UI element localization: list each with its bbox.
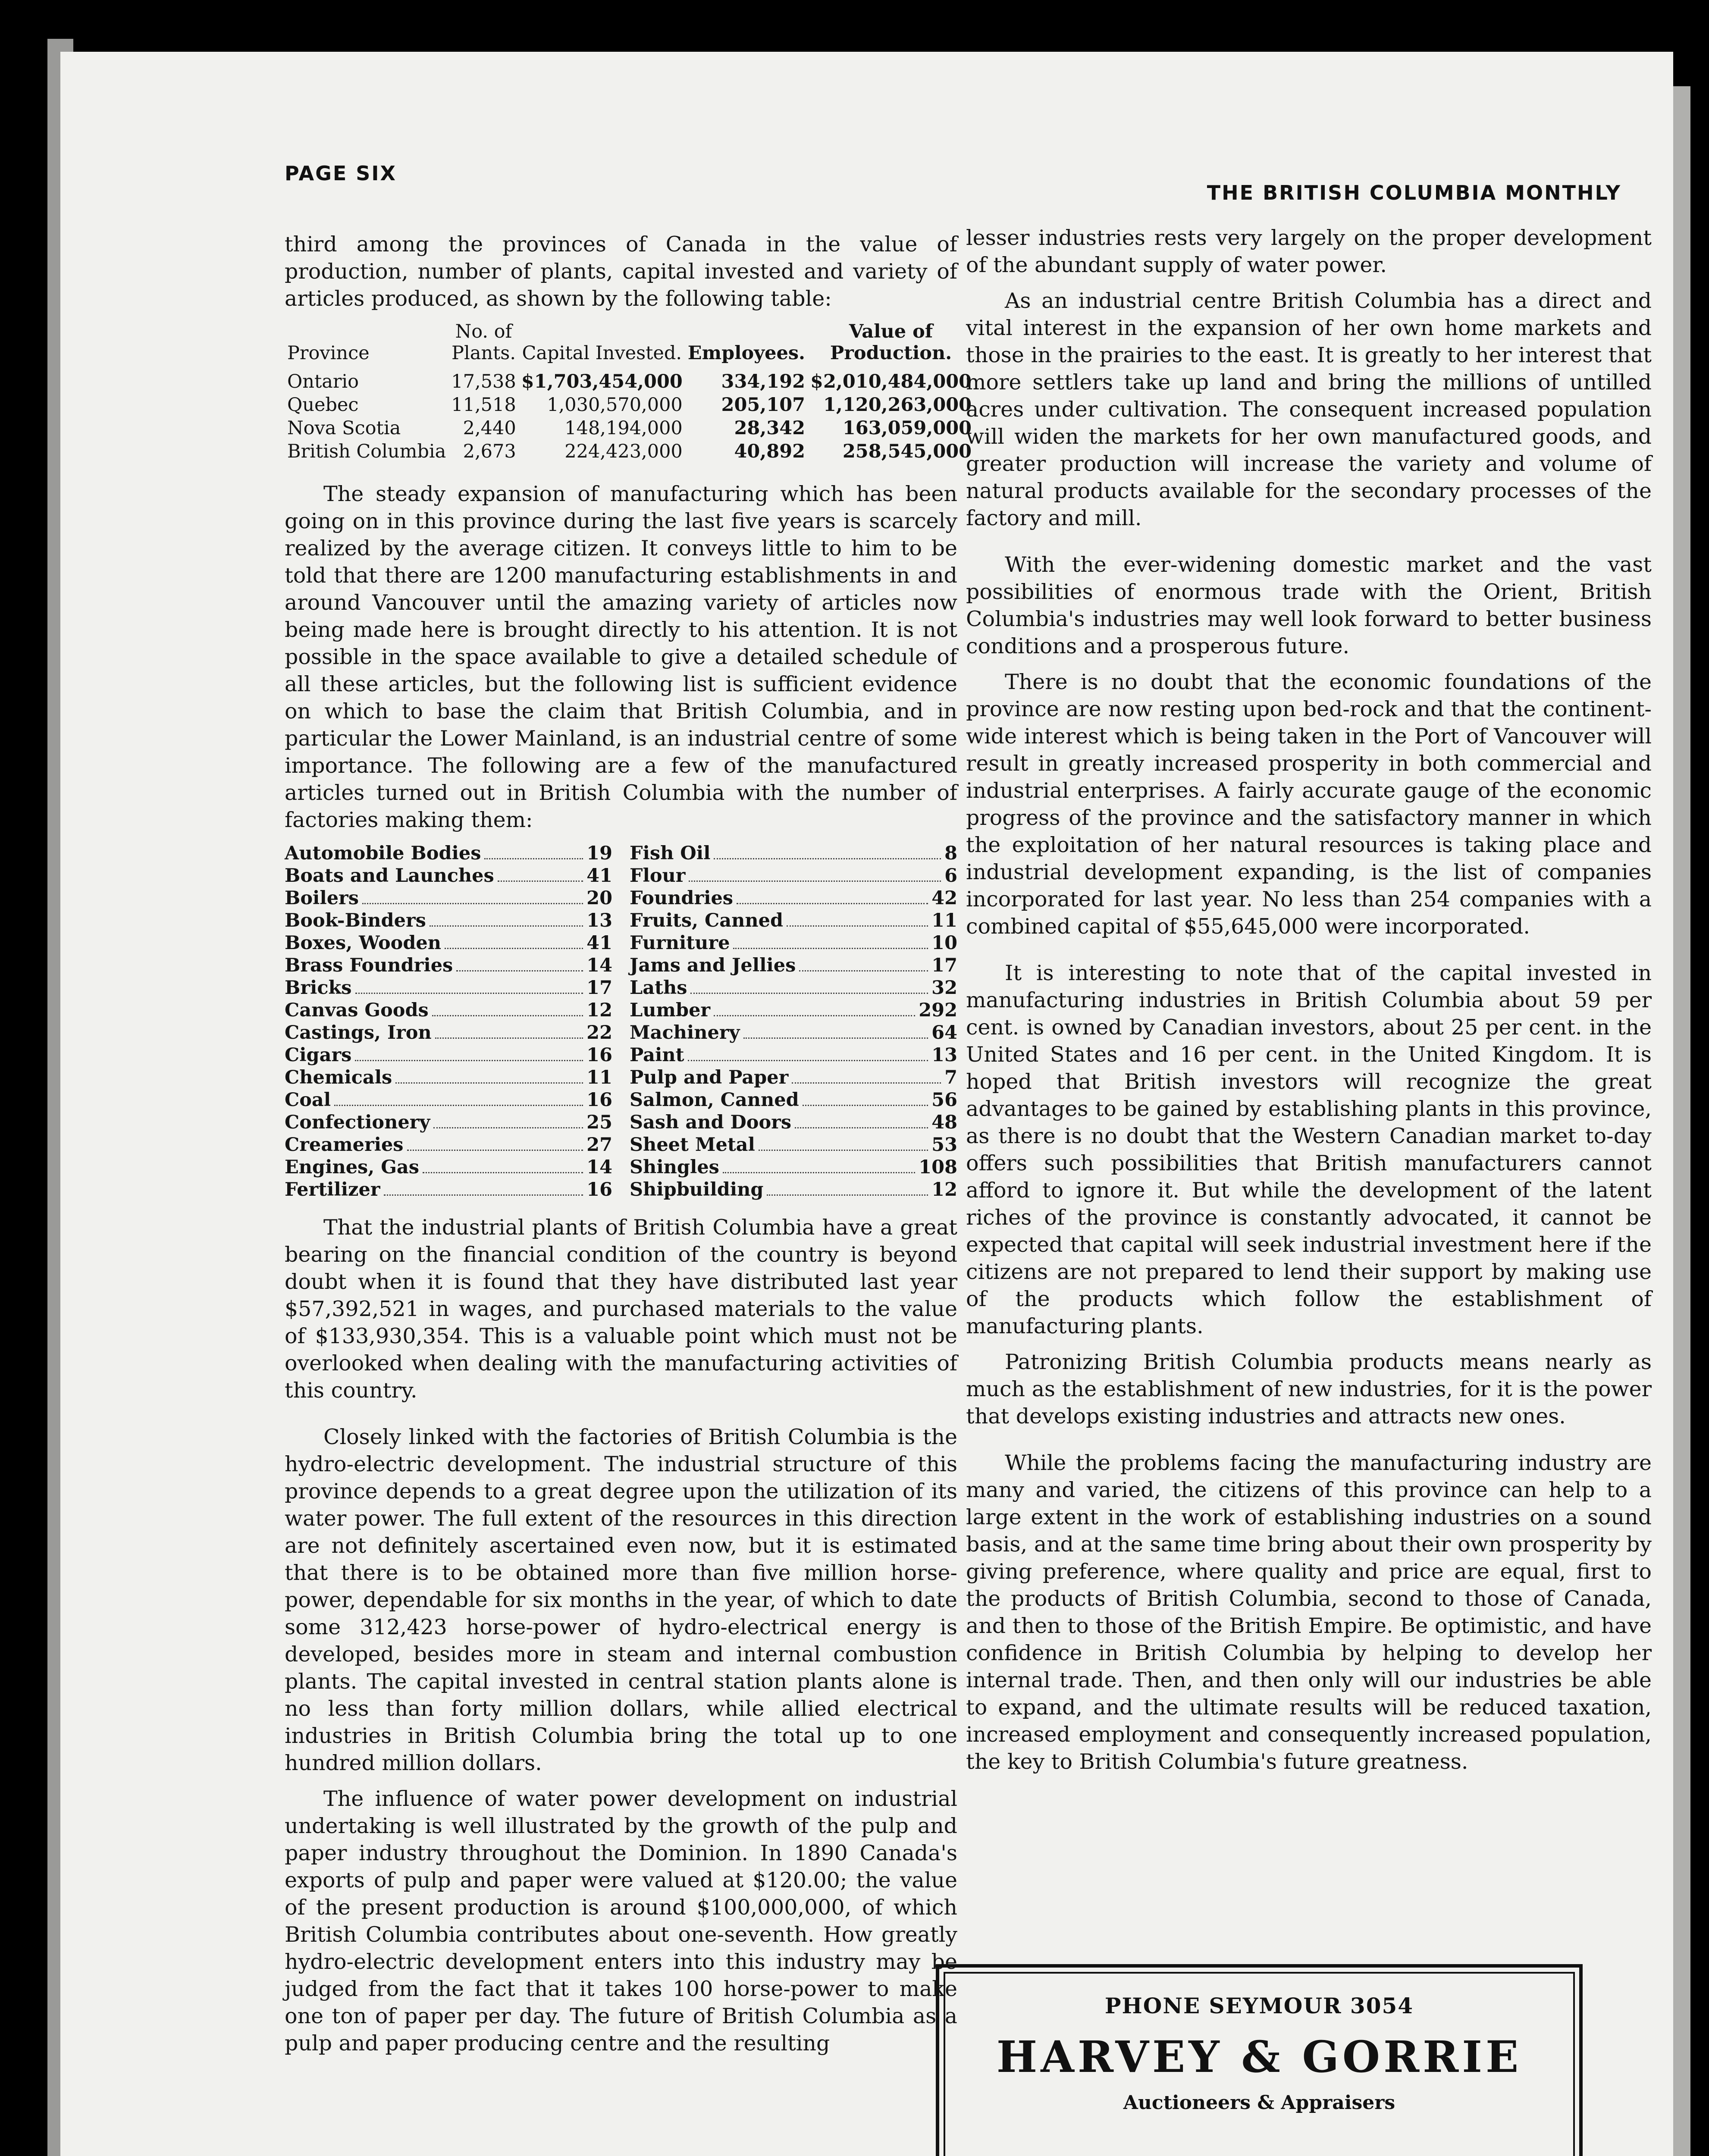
table-header-row <box>285 321 974 370</box>
factory-count: 14 <box>586 955 612 976</box>
industry-name: Coal <box>285 1089 331 1111</box>
factory-count: 25 <box>586 1112 612 1133</box>
factory-count: 20 <box>586 887 612 909</box>
intro-paragraph: third among the provinces of Canada in the value of production, number of plants, capital invested and variety of articles produced, as shown by the following table: <box>285 232 957 311</box>
industry-name: Fertilizer <box>285 1179 380 1200</box>
dot-leader <box>714 858 941 859</box>
table-row <box>285 440 974 463</box>
dot-leader <box>792 1082 941 1084</box>
list-item <box>285 909 612 932</box>
dot-leader <box>407 1150 583 1151</box>
table-header-cell: No. of Plants. <box>452 321 516 364</box>
list-item <box>630 999 957 1022</box>
dot-leader <box>743 1037 928 1039</box>
right-column <box>966 224 1652 1784</box>
dot-leader <box>445 948 583 949</box>
industry-name: Boats and Launches <box>285 865 494 887</box>
table-header-cell: Value of Production. <box>830 321 952 364</box>
industry-name: Shipbuilding <box>630 1179 764 1200</box>
dot-leader <box>484 858 583 859</box>
dot-leader <box>688 1060 928 1061</box>
factory-count: 42 <box>931 887 957 909</box>
industry-name: Castings, Iron <box>285 1022 432 1044</box>
factory-count: 8 <box>944 843 957 864</box>
dot-leader <box>334 1105 583 1106</box>
body-paragraph: It is interesting to note that of the capital invested in manufacturing industries in British Columbia about 59 per cent. is owned by Canadian investors, about 25 per cent. in the United States and 16 per cent. in the United Kingdom. It is hoped that British investors will recognize the great advantages to be gained by establishing plants in this province, as there is no doubt that the Western Canadian market to-day offers such possibilities that British manufacturers cannot afford to ignore it. But while the development of the latent riches of the province is constantly advocated, it cannot be expected that capital will seek industrial investment here if the citizens are not prepared to lend their support by making use of the products which follow the establishment of manufacturing plants. <box>966 961 1652 1338</box>
page-label: PAGE SIX <box>285 162 397 185</box>
body-paragraph: The influence of water power development on industrial undertaking is well illustrated by the growth of the pulp and paper industry throughout the Dominion. In 1890 Canada's exports of pulp and paper were valued at $120.00; the value of the present production is around $100,000,000, of which British Columbia contributes about one-seventh. How greatly hydro-electric development enters into this industry may be judged from the fact that it takes 100 horse-power to make one ton of paper per day. The future of British Columbia as a pulp and paper producing centre and the resulting <box>285 1786 957 2056</box>
factory-count: 11 <box>931 910 957 931</box>
list-item <box>630 954 957 977</box>
list-item <box>285 1022 612 1044</box>
factory-count: 16 <box>586 1044 612 1066</box>
list-item <box>285 842 612 865</box>
table-cell: 334,192 <box>721 371 806 392</box>
industry-list <box>285 842 957 1201</box>
table-cell: Nova Scotia <box>287 417 401 439</box>
industry-name: Cigars <box>285 1044 352 1066</box>
table-cell: 148,194,000 <box>564 417 683 439</box>
table-cell: $2,010,484,000 <box>810 371 972 392</box>
advertisement-inner-border <box>944 1972 1575 2156</box>
table-cell: 258,545,000 <box>842 441 972 462</box>
factory-count: 10 <box>931 932 957 954</box>
list-item <box>630 1089 957 1111</box>
table-cell: 2,440 <box>463 417 516 439</box>
dot-leader <box>803 1105 928 1106</box>
list-item <box>285 865 612 887</box>
list-item <box>630 887 957 909</box>
table-row <box>285 393 974 417</box>
list-item <box>630 1156 957 1178</box>
list-item <box>285 1134 612 1156</box>
dot-leader <box>498 881 583 882</box>
list-item <box>285 1066 612 1089</box>
province-statistics-table <box>285 321 974 463</box>
industry-list-column <box>630 842 957 1201</box>
list-item <box>630 1022 957 1044</box>
dot-leader <box>759 1150 928 1151</box>
industry-name: Book-Binders <box>285 910 426 931</box>
ad-subtitle: Auctioneers & Appraisers <box>1123 2092 1395 2114</box>
body-paragraph: There is no doubt that the economic foundations of the province are now resting upon bed-rock and that the continent-wide interest which is being taken in the Port of Vancouver will result in greatly increased prosperity in both commercial and industrial enterprises. A fairly accurate gauge of the economic progress of the province and the satisfactory manner in which the exploitation of her natural resources is taking place and industrial development expanding, is the list of companies incorporated for last year. No less than 254 companies with a combined capital of $55,645,000 were incorporated. <box>966 670 1652 939</box>
industry-name: Pulp and Paper <box>630 1067 789 1088</box>
industry-name: Machinery <box>630 1022 740 1044</box>
industry-name: Foundries <box>630 887 734 909</box>
industry-name: Brass Foundries <box>285 955 453 976</box>
table-cell: 1,120,263,000 <box>823 394 972 416</box>
factory-count: 6 <box>944 865 957 887</box>
list-item <box>285 887 612 909</box>
industry-name: Confectionery <box>285 1112 430 1133</box>
table-cell: $1,703,454,000 <box>521 371 683 392</box>
table-cell: 2,673 <box>463 441 516 462</box>
list-item <box>630 842 957 865</box>
industry-name: Flour <box>630 865 686 887</box>
dot-leader <box>432 1015 583 1016</box>
list-item <box>630 1044 957 1066</box>
list-item <box>285 977 612 999</box>
left-column <box>285 231 972 2065</box>
factory-count: 292 <box>919 1000 957 1021</box>
factory-count: 19 <box>586 843 612 864</box>
dot-leader <box>362 903 583 904</box>
dot-leader <box>355 993 583 994</box>
industry-name: Creameries <box>285 1134 404 1156</box>
industry-name: Fruits, Canned <box>630 910 784 931</box>
list-item <box>630 977 957 999</box>
factory-count: 41 <box>586 865 612 887</box>
table-cell: British Columbia <box>287 441 446 462</box>
industry-name: Sheet Metal <box>630 1134 755 1156</box>
list-item <box>285 1178 612 1201</box>
factory-count: 14 <box>586 1156 612 1178</box>
industry-name: Lumber <box>630 1000 711 1021</box>
dot-leader <box>689 881 941 882</box>
table-cell: 1,030,570,000 <box>547 394 683 416</box>
list-item <box>285 1044 612 1066</box>
dot-leader <box>737 903 928 904</box>
list-item <box>285 932 612 954</box>
list-item <box>630 932 957 954</box>
industry-name: Automobile Bodies <box>285 843 481 864</box>
list-item <box>285 1089 612 1111</box>
table-cell: 17,538 <box>451 371 516 392</box>
industry-name: Jams and Jellies <box>630 955 796 976</box>
factory-count: 48 <box>931 1112 957 1133</box>
body-paragraph: Patronizing British Columbia products means nearly as much as the establishment of new industries, for it is the power that develops existing industries and attracts new ones. <box>966 1350 1652 1429</box>
factory-count: 64 <box>931 1022 957 1044</box>
factory-count: 17 <box>931 955 957 976</box>
factory-count: 22 <box>586 1022 612 1044</box>
table-cell: 163,059,000 <box>842 417 972 439</box>
factory-count: 11 <box>586 1067 612 1088</box>
table-cell: Ontario <box>287 371 359 392</box>
factory-count: 27 <box>586 1134 612 1156</box>
table-cell: 224,423,000 <box>564 441 683 462</box>
industry-name: Salmon, Canned <box>630 1089 799 1111</box>
dot-leader <box>799 970 928 971</box>
dot-leader <box>423 1172 583 1173</box>
body-paragraph: While the problems facing the manufacturing industry are many and varied, the citizens of this province can help to a large extent in the work of establishing industries on a sound basis, and at the same time bring about their own prosperity by giving preference, where quality and price are equal, first to the products of British Columbia, second to those of Canada, and then to those of the British Empire. Be optimistic, and have confidence in British Columbia by helping to develop her internal trade. Then, and then only will our industries be able to expand, and the ultimate results will be reduced taxation, increased employment and consequently increased population, the key to British Columbia's future greatness. <box>966 1451 1652 1774</box>
dot-leader <box>456 970 583 971</box>
dot-leader <box>690 993 928 994</box>
industry-name: Laths <box>630 977 687 999</box>
industry-name: Boxes, Wooden <box>285 932 442 954</box>
factory-count: 56 <box>931 1089 957 1111</box>
dot-leader <box>714 1015 915 1016</box>
table-header-cell: Province <box>287 342 370 364</box>
list-item <box>630 1178 957 1201</box>
factory-count: 12 <box>931 1179 957 1200</box>
table-cell: 28,342 <box>734 417 806 439</box>
table-cell: 11,518 <box>451 394 516 416</box>
dot-leader <box>767 1194 928 1196</box>
list-item <box>630 909 957 932</box>
factory-count: 7 <box>944 1067 957 1088</box>
factory-count: 53 <box>931 1134 957 1156</box>
list-item <box>630 1066 957 1089</box>
industry-name: Chemicals <box>285 1067 392 1088</box>
factory-count: 17 <box>586 977 612 999</box>
list-item <box>285 999 612 1022</box>
factory-count: 16 <box>586 1179 612 1200</box>
industry-name: Furniture <box>630 932 730 954</box>
industry-name: Bricks <box>285 977 352 999</box>
body-paragraph: lesser industries rests very largely on the proper development of the abundant supply of water power. <box>966 226 1652 277</box>
industry-name: Fish Oil <box>630 843 711 864</box>
industry-name: Paint <box>630 1044 684 1066</box>
dot-leader <box>430 925 583 927</box>
list-item <box>630 865 957 887</box>
list-item <box>630 1111 957 1134</box>
table-header-cell: Capital Invested. <box>522 342 682 364</box>
factory-count: 13 <box>931 1044 957 1066</box>
dot-leader <box>384 1194 583 1196</box>
ad-company-name: HARVEY & GORRIE <box>996 2031 1522 2082</box>
dot-leader <box>395 1082 583 1084</box>
list-item <box>630 1134 957 1156</box>
dot-leader <box>787 925 928 927</box>
industry-name: Shingles <box>630 1156 719 1178</box>
list-item <box>285 954 612 977</box>
factory-count: 13 <box>586 910 612 931</box>
factory-count: 16 <box>586 1089 612 1111</box>
table-row <box>285 417 974 440</box>
factory-count: 108 <box>919 1156 957 1178</box>
table-row <box>285 370 974 393</box>
body-paragraph: With the ever-widening domestic market and the vast possibilities of enormous trade with the Orient, British Columbia's industries may well look forward to better business conditions and a prosperous future. <box>966 552 1652 658</box>
dot-leader <box>723 1172 915 1173</box>
publication-title: THE BRITISH COLUMBIA MONTHLY <box>1207 181 1621 204</box>
ad-phone: PHONE SEYMOUR 3054 <box>1104 1993 1414 2018</box>
table-cell: Quebec <box>287 394 359 416</box>
industry-list-column <box>285 842 612 1201</box>
body-paragraph: The steady expansion of manufacturing which has been going on in this province during the last five years is scarcely realized by the average citizen. It conveys little to him to be told that there are 1200 manufacturing establishments in and around Vancouver until the amazing variety of articles now being made here is brought directly to his attention. It is not possible in the space available to give a detailed schedule of all these articles, but the following list is sufficient evidence on which to base the claim that British Columbia, and in particular the Lower Mainland, is an industrial centre of some importance. The following are a few of the manufactured articles turned out in British Columbia with the number of factories making them: <box>285 482 957 832</box>
dot-leader <box>355 1060 583 1061</box>
body-paragraph: Closely linked with the factories of British Columbia is the hydro-electric development. The industrial structure of this province depends to a great degree upon the utilization of its water power. The full extent of the resources in this direction are not definitely ascertained even now, but it is estimated that there is to be obtained more than five million horse-power, dependable for six months in the year, of which to date some 312,423 horse-power of hydro-electrical energy is developed, besides more in steam and internal combustion plants. The capital invested in central station plants alone is no less than forty million dollars, while allied electrical industries in British Columbia bring the total up to one hundred million dollars. <box>285 1425 957 1775</box>
industry-name: Boilers <box>285 887 359 909</box>
dot-leader <box>795 1127 928 1128</box>
dot-leader <box>433 1127 583 1128</box>
dot-leader <box>435 1037 583 1039</box>
factory-count: 12 <box>586 1000 612 1021</box>
table-cell: 40,892 <box>734 441 806 462</box>
list-item <box>285 1111 612 1134</box>
factory-count: 41 <box>586 932 612 954</box>
industry-name: Canvas Goods <box>285 1000 429 1021</box>
body-paragraph: As an industrial centre British Columbia has a direct and vital interest in the expansion of her own home markets and those in the prairies to the east. It is greatly to her interest that more settlers take up land and bring the millions of untilled acres under cultivation. The consequent increased population will widen the markets for her own manufactured goods, and greater production will increase the variety and volume of natural products available for the secondary processes of the factory and mill. <box>966 288 1652 530</box>
industry-name: Sash and Doors <box>630 1112 792 1133</box>
advertisement-box <box>936 1964 1583 2156</box>
list-item <box>285 1156 612 1178</box>
magazine-page <box>60 52 1673 2156</box>
table-cell: 205,107 <box>721 394 806 416</box>
body-paragraph: That the industrial plants of British Columbia have a great bearing on the financial condition of the country is beyond doubt when it is found that they have distributed last year $57,392,521 in wages, and purchased materials to the value of $133,930,354. This is a valuable point which must not be overlooked when dealing with the manufacturing activities of this country. <box>285 1215 957 1403</box>
dot-leader <box>733 948 928 949</box>
industry-name: Engines, Gas <box>285 1156 420 1178</box>
table-header-cell: Employees. <box>687 342 806 364</box>
factory-count: 32 <box>931 977 957 999</box>
